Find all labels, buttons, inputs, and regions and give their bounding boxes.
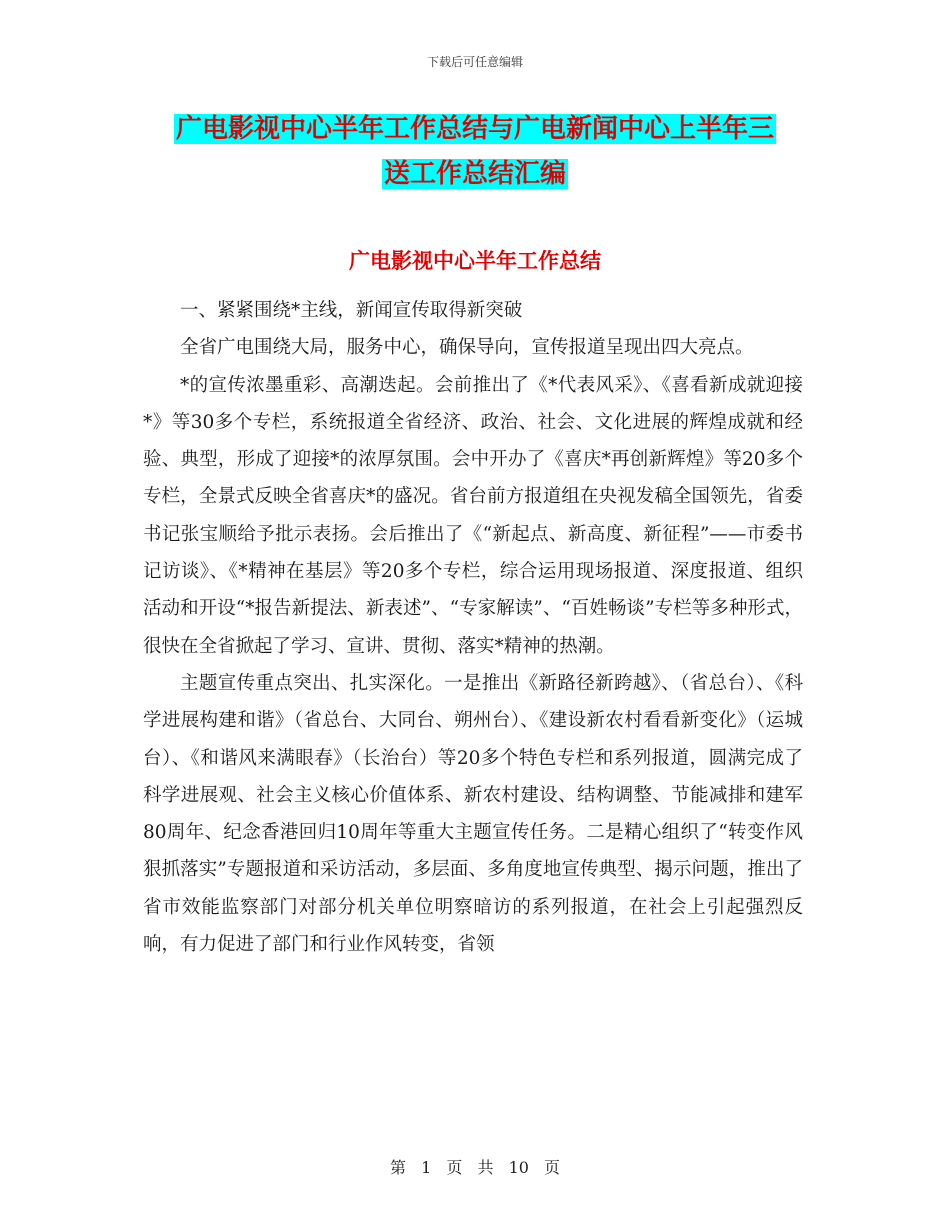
document-body	[143, 292, 803, 963]
paragraph: 主题宣传重点突出、扎实深化。一是推出《新路径新跨越》、（省总台）、《科学进展构建和谐》（省总台、大同台、朔州台）、《建设新农村看看新变化》（运城台）、《和谐风来满眼春》（长治台）等20多个特色专栏和系列报道，圆满完成了科学进展观、社会主义核心价值体系、新农村建设、结构调整、节能减排和建军80周年、纪念香港回归10周年等重大主题宣传任务。二是精心组织了“转变作风狠抓落实”专题报道和采访活动，多层面、多角度地宣传典型、揭示问题，推出了省市效能监察部门对部分机关单位明察暗访的系列报道，在社会上引起强烈反响，有力促进了部门和行业作风转变，省领	[143, 672, 803, 956]
document-title-line-2	[145, 148, 805, 200]
footer-current-page: 1	[421, 1158, 432, 1177]
document-title-line-1-text: 广电影视中心半年工作总结与广电新闻中心上半年三	[175, 114, 774, 144]
paragraph-heading-1: 一、紧紧围绕*主线，新闻宣传取得新突破	[180, 300, 523, 321]
footer-total-word: 共	[477, 1158, 494, 1177]
paragraph: 全省广电围绕大局，服务中心，确保导向，宣传报道呈现出四大亮点。	[180, 337, 754, 359]
page-footer	[0, 1155, 950, 1178]
footer-total-pages: 10	[508, 1158, 529, 1177]
footer-page-word: 页	[446, 1158, 463, 1177]
section-title: 广电影视中心半年工作总结	[349, 249, 601, 273]
footer-prefix: 第	[389, 1158, 406, 1177]
footer-suffix: 页	[544, 1158, 561, 1177]
page-header-note: 下载后可任意编辑	[426, 55, 523, 69]
document-title-line-2-text: 送工作总结汇编	[383, 159, 566, 189]
paragraph: *的宣传浓墨重彩、高潮迭起。会前推出了《*代表风采》、《喜看新成就迎接*》等30多个专栏，系统报道全省经济、政治、社会、文化进展的辉煌成就和经验、典型，形成了迎接*的浓厚氛围。会中开办了《喜庆*再创新辉煌》等20多个专栏，全景式反映全省喜庆*的盛况。省台前方报道组在央视发稿全国领先，省委书记张宝顺给予批示表扬。会后推出了《“新起点、新高度、新征程”——市委书记访谈》、《*精神在基层》等20多个专栏，综合运用现场报道、深度报道、组织活动和开设“*报告新提法、新表述”、“专家解读”、“百姓畅谈”专栏等多种形式，很快在全省掀起了学习、宣讲、贯彻、落实*精神的热潮。	[143, 374, 803, 657]
